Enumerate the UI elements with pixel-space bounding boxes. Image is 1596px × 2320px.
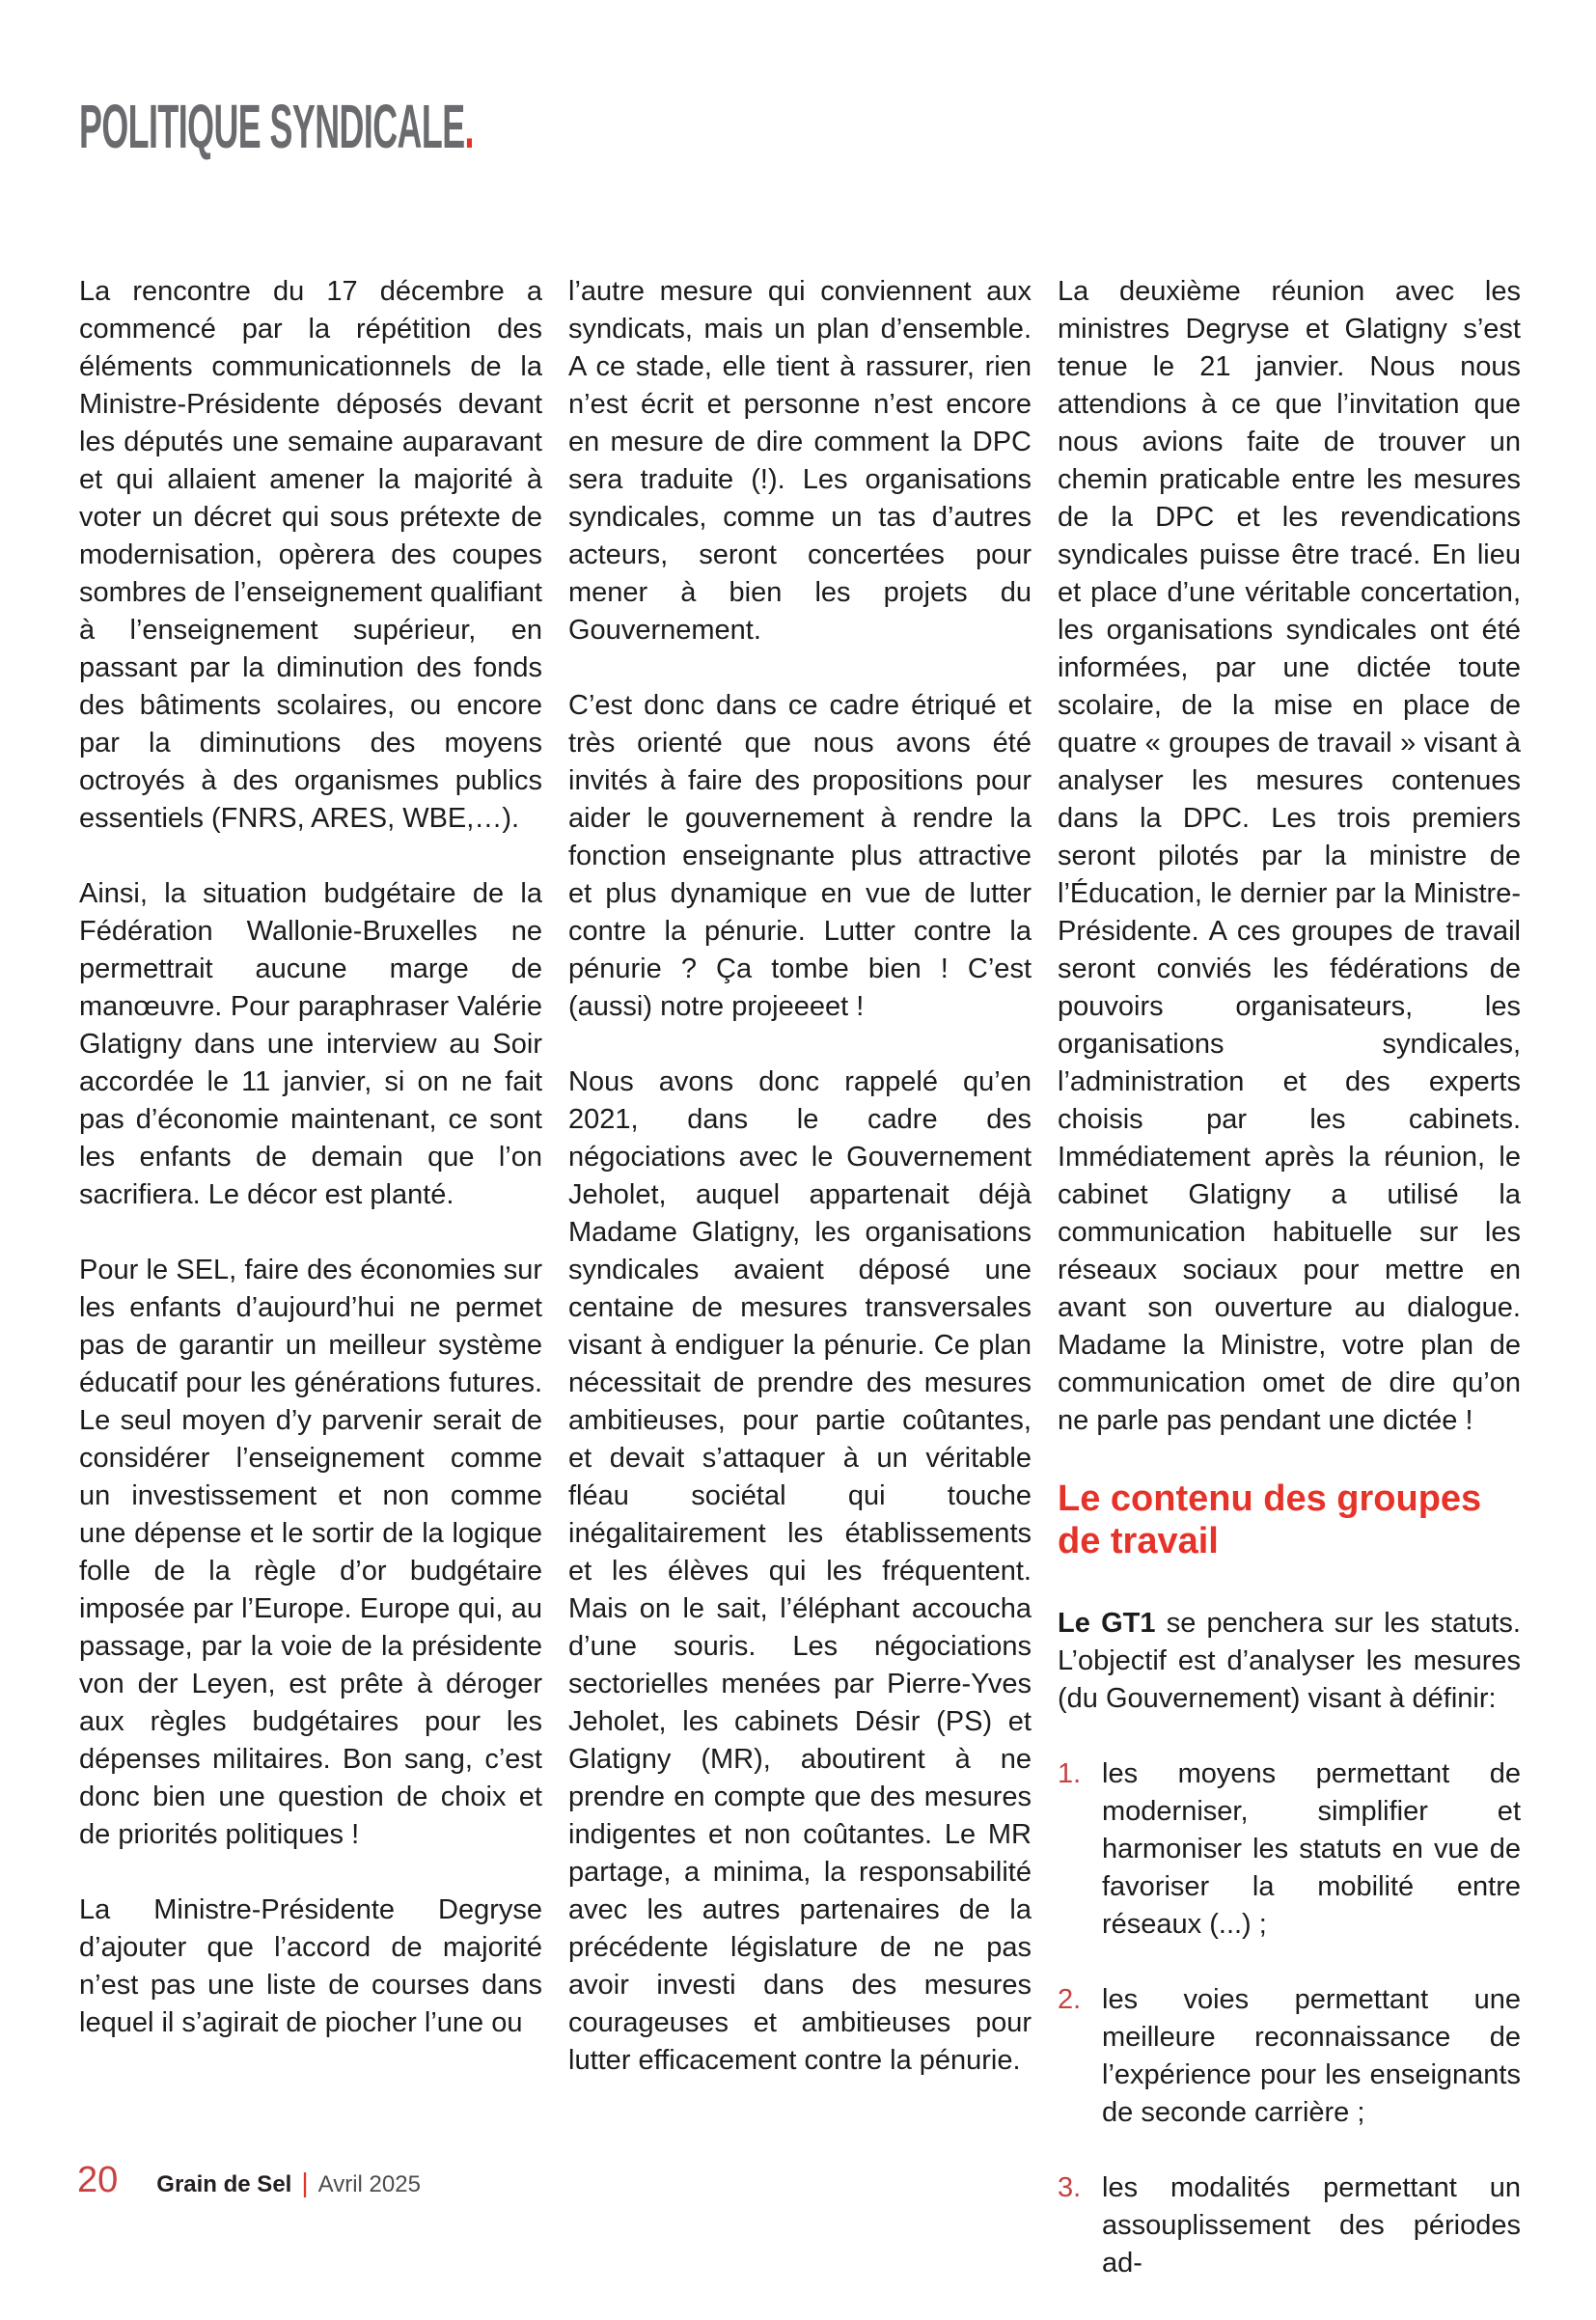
page-title-period: .: [464, 91, 474, 161]
list-item: [1058, 2169, 1521, 2282]
section-heading: Le contenu des groupes de travail: [1058, 1478, 1482, 1561]
article-column-2: [568, 273, 1032, 2117]
paragraph: l’autre mesure qui conviennent aux syndicats, mais un plan d’ensemble. A ce stade, elle tient à rassurer, rien n’est écrit et personne n’est encore en mesure de dire comment la DPC sera traduite (!). Les organisations syndicales, comme un tas d’autres acteurs, seront concertées pour mener à bien les projets du Gouvernement.: [568, 276, 1032, 646]
paragraph: La rencontre du 17 décembre a commencé par la répétition des éléments communicationnels de la Ministre-Présidente déposés devant les députés une semaine auparavant et qui allaient amener la majorité à voter un décret qui sous prétexte de modernisation, opèrera des coupes sombres de l’enseignement qualifiant à l’enseignement supérieur, en passant par la diminution des fonds des bâtiments scolaires, ou encore par la diminutions des moyens octroyés à des organismes publics essentiels (FNRS, ARES, WBE,…).: [79, 276, 542, 834]
paragraph: Ainsi, la situation budgétaire de la Fédération Wallonie-Bruxelles ne permettrait aucune marge de manœuvre. Pour paraphraser Valérie Glatigny dans une interview au Soir accordée le 11 janvier, si on ne fait pas d’économie maintenant, ce sont les enfants de demain que l’on sacrifiera. Le décor est planté.: [79, 878, 542, 1210]
paragraph: Pour le SEL, faire des économies sur les enfants d’aujourd’hui ne permet pas de garantir un meilleur système éducatif pour les générations futures. Le seul moyen d’y parvenir serait de considérer l’enseignement comme un investissement et non comme une dépense et le sortir de la logique folle de la règle d’or budgétaire imposée par l’Europe. Europe qui, au passage, par la voie de la présidente von der Leyen, est prête à déroger aux règles budgétaires pour les dépenses militaires. Bon sang, c’est donc bien une question de choix et de priorités politiques !: [79, 1255, 542, 1850]
gt1-text: se penchera sur les statuts. L’objectif est d’analyser les mesures (du Gouvernement) visant à définir:: [1058, 1608, 1521, 1714]
list-number: 2.: [1058, 1984, 1082, 2015]
numbered-list: [1058, 1755, 1521, 2282]
paragraph: Nous avons donc rappelé qu’en 2021, dans le cadre des négociations avec le Gouvernement Jeholet, auquel appartenait déjà Madame Glatigny, les organisations syndicales avaient déposé une centaine de mesures transversales visant à endiguer la pénurie. Ce plan nécessitait de prendre des mesures ambitieuses, pour partie coûtantes, et devait s’attaquer à un véritable fléau sociétal qui touche inégalitairement les établissements et les élèves qui les fréquentent. Mais on le sait, l’éléphant accoucha d’une souris. Les négociations sectorielles menées par Pierre-Yves Jeholet, les cabinets Désir (PS) et Glatigny (MR), aboutirent à ne prendre en compte que des mesures indigentes et non coûtantes. Le MR partage, a minima, la responsabilité avec les autres partenaires de la précédente législature de ne pas avoir investi dans des mesures courageuses et ambitieuses pour lutter efficacement contre la pénurie.: [568, 1066, 1032, 2076]
paragraph: La deuxième réunion avec les ministres Degryse et Glatigny s’est tenue le 21 janvier. Nous nous attendions à ce que l’invitation que nous avions faite de trouver un chemin praticable entre les mesures de la DPC et les revendications syndicales puisse être tracé. En lieu et place d’une véritable concertation, les organisations syndicales ont été informées, par une dictée toute scolaire, de la mise en place de quatre « groupes de travail » visant à analyser les mesures contenues dans la DPC. Les trois premiers seront pilotés par la ministre de l’Éducation, le dernier par la Ministre-Présidente. A ces groupes de travail seront conviés les fédérations de pouvoirs organisateurs, les organisations syndicales, l’administration et des experts choisis par les cabinets. Immédiatement après la réunion, le cabinet Glatigny a utilisé la communication habituelle sur les réseaux sociaux pour mettre en avant son ouverture au dialogue. Madame la Ministre, votre plan de communication omet de dire qu’on ne parle pas pendant une dictée !: [1058, 276, 1521, 1436]
footer: [77, 2160, 421, 2201]
list-number: 1.: [1058, 1758, 1082, 1789]
issue-date: Avril 2025: [317, 2171, 421, 2197]
magazine-name: Grain de Sel: [156, 2171, 292, 2197]
paragraph-gt1: [1058, 1605, 1521, 1718]
paragraph: C’est donc dans ce cadre étriqué et très orienté que nous avons été invités à faire des propositions pour aider le gouvernement à rendre la fonction enseignante plus attractive et plus dynamique en vue de lutter contre la pénurie. Lutter contre la pénurie ? Ça tombe bien ! C’est (aussi) notre projeeeet !: [568, 690, 1032, 1022]
page-title-text: POLITIQUE SYNDICALE: [79, 91, 465, 161]
footer-separator: |: [301, 2168, 309, 2197]
article-column-1: [79, 273, 542, 2080]
page-title: [79, 91, 474, 161]
list-item: [1058, 1981, 1521, 2132]
paragraph: La Ministre-Présidente Degryse d’ajouter que l’accord de majorité n’est pas une liste de courses dans lequel il s’agirait de piocher l’une ou: [79, 1894, 542, 2038]
article-column-3: [1058, 273, 1521, 2320]
list-item-text: les moyens permettant de moderniser, simplifier et harmoniser les statuts en vue de favoriser la mobilité entre réseaux (...) ;: [1102, 1758, 1521, 1940]
list-number: 3.: [1058, 2172, 1082, 2203]
list-item-text: les modalités permettant un assouplissement des périodes ad-: [1102, 2172, 1521, 2279]
gt1-label: Le GT1: [1058, 1608, 1156, 1639]
list-item: [1058, 1755, 1521, 1944]
page-number: 20: [77, 2160, 119, 2200]
list-item-text: les voies permettant une meilleure reconnaissance de l’expérience pour les enseignants de seconde carrière ;: [1102, 1984, 1521, 2128]
